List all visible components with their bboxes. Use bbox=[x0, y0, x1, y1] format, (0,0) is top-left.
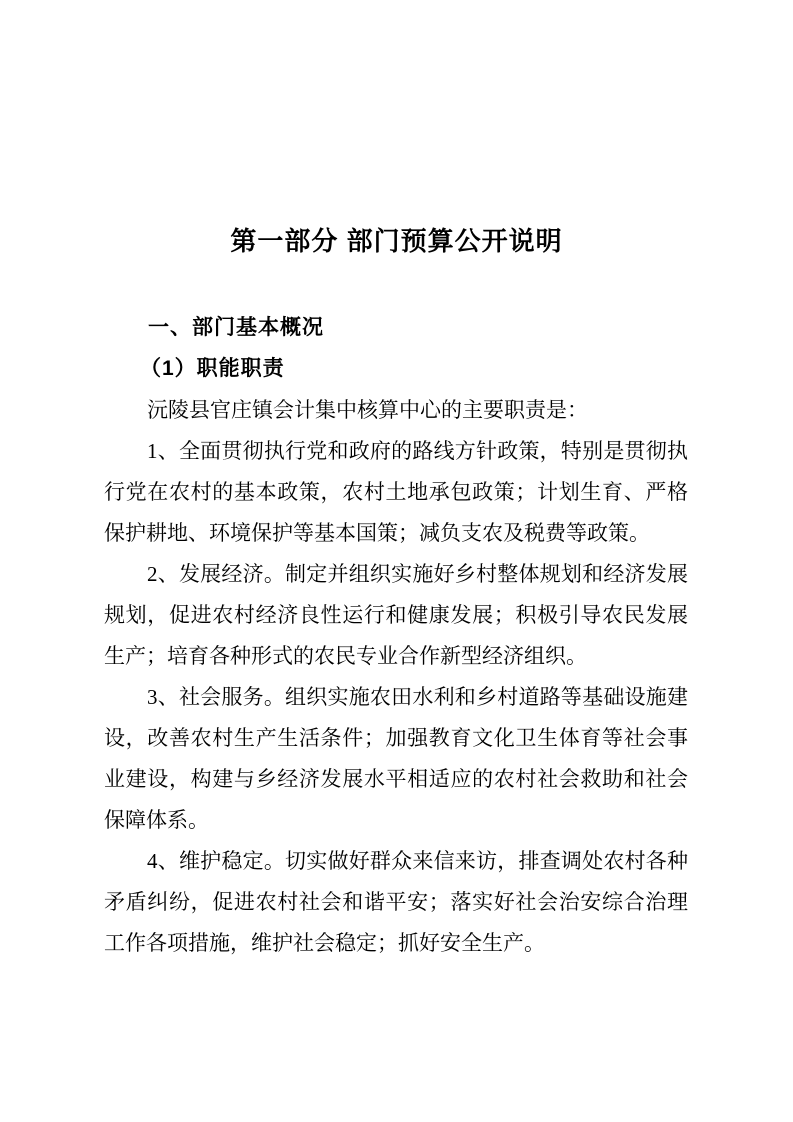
document-body bbox=[0, 316, 793, 964]
subsection-heading: （1）职能职责 bbox=[140, 357, 285, 380]
section-heading: 一、部门基本概况 bbox=[148, 316, 324, 339]
paragraph-item-4: 4、维护稳定。切实做好群众来信来访，排查调处农村各种矛盾纠纷，促进农村社会和谐平安；落实好社会治安综合治理工作各项措施，维护社会稳定；抓好安全生产。 bbox=[104, 849, 688, 955]
paragraph-block bbox=[104, 390, 688, 964]
paragraph-item-2: 2、发展经济。制定并组织实施好乡村整体规划和经济发展规划，促进农村经济良性运行和健康发展；积极引导农民发展生产；培育各种形式的农民专业合作新型经济组织。 bbox=[104, 562, 688, 668]
paragraph-item-3: 3、社会服务。组织实施农田水利和乡村道路等基础设施建设，改善农村生产生活条件；加强教育文化卫生体育等社会事业建设，构建与乡经济发展水平相适应的农村社会救助和社会保障体系。 bbox=[104, 685, 688, 832]
paragraph-intro: 沅陵县官庄镇会计集中核算中心的主要职责是： bbox=[147, 398, 588, 422]
document-title: 第一部分 部门预算公开说明 bbox=[230, 226, 563, 256]
paragraph-item-1: 1、全面贯彻执行党和政府的路线方针政策，特别是贯彻执行党在农村的基本政策，农村土地承包政策；计划生育、严格保护耕地、环境保护等基本国策；减负支农及税费等政策。 bbox=[104, 439, 688, 545]
